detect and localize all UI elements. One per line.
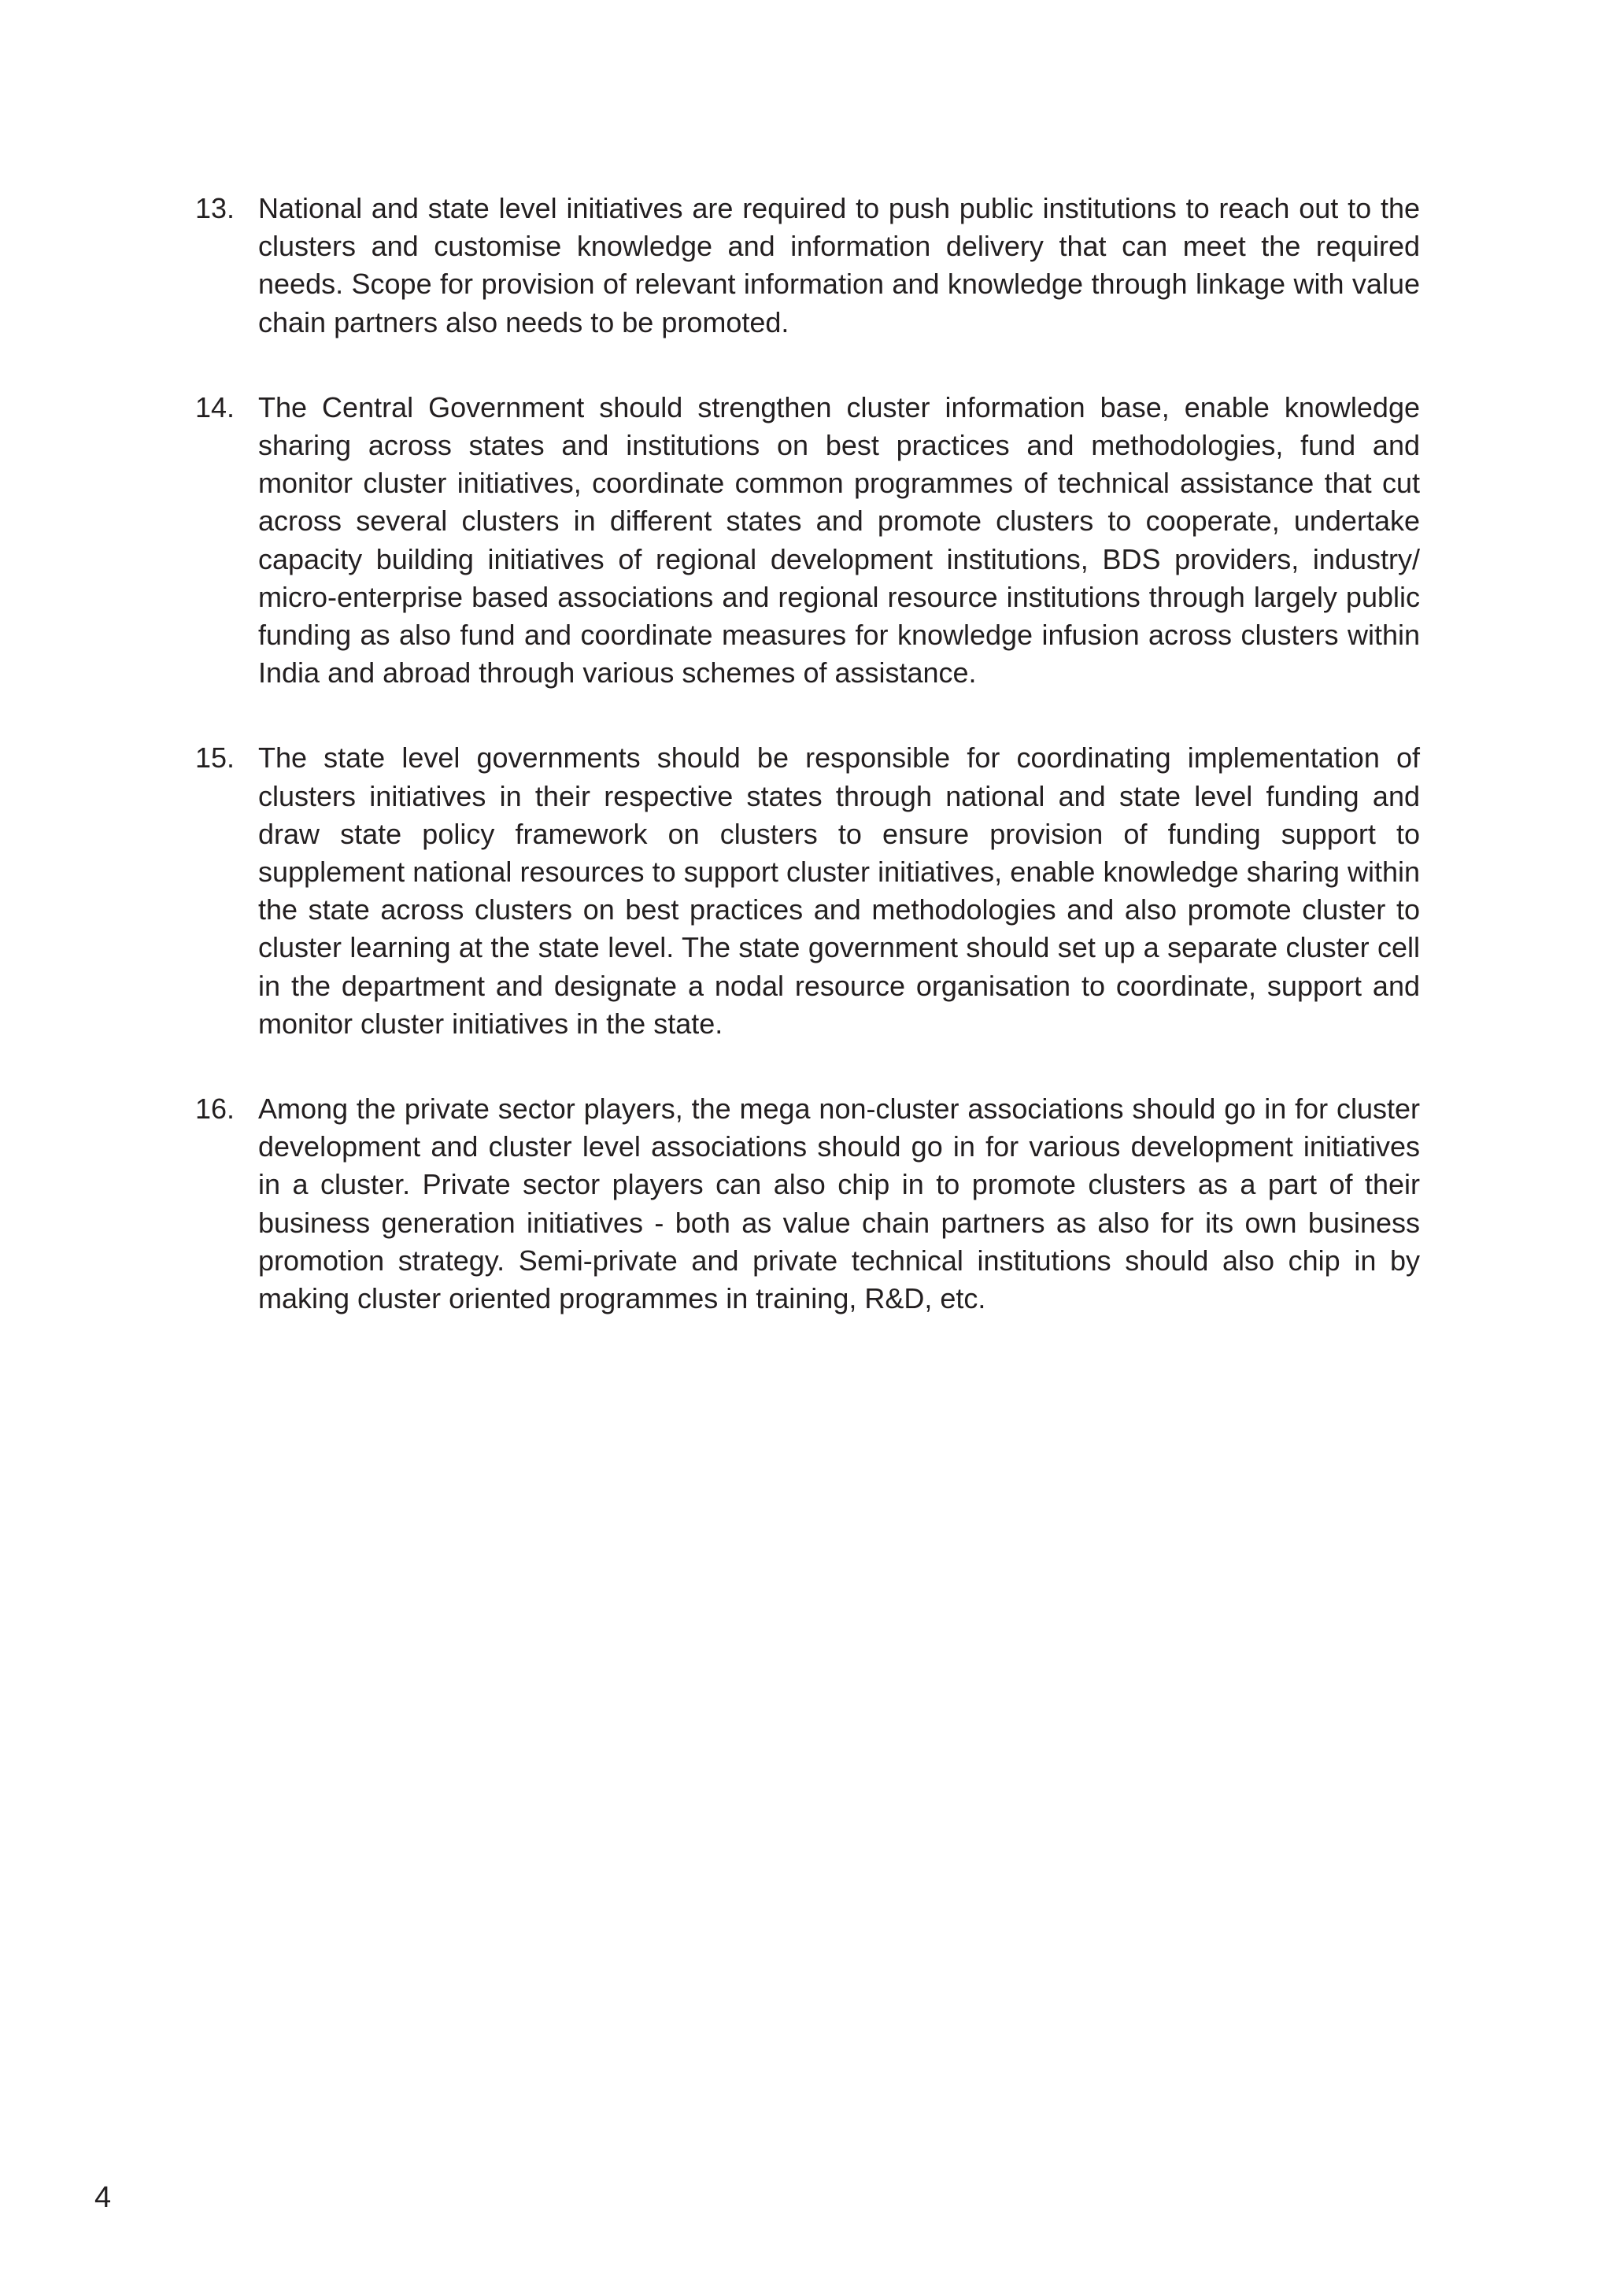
item-paragraph: The state level governments should be responsible for coordinating implementation of clusters initiatives in their respective states through national and state level funding and draw state policy framework on clusters to ensure provision of funding support to supplement national resources to support cluster initiatives, enable knowledge sharing within the state across clusters on best practices and methodologies and also promote cluster to cluster learning at the state level. The state government should set up a separate cluster cell in the department and designate a nodal resource organisation to coordinate, support and monitor cluster initiatives in the state. [258, 741, 1420, 1040]
numbered-list [195, 190, 1420, 1365]
page-number: 4 [94, 2181, 112, 2214]
item-paragraph: Among the private sector players, the mega non-cluster associations should go in for cluster development and cluster level associations should go in for various development initiatives in a cluster. Private sector players can also chip in to promote clusters as a part of their business generation initiatives - both as value chain partners as also for its own business promotion strategy. Semi-private and private technical institutions should also chip in by making cluster oriented programmes in training, R&D, etc. [258, 1093, 1420, 1315]
item-number: 13. [195, 192, 235, 224]
list-item-14 [195, 389, 1420, 693]
list-item-16 [195, 1090, 1420, 1318]
item-number: 16. [195, 1093, 235, 1126]
list-item-13 [195, 190, 1420, 342]
item-paragraph: The Central Government should strengthen cluster information base, enable knowledge sharing across states and institutions on best practices and methodologies, fund and monitor cluster initiatives, coordinate common programmes of technical assistance that cut across several clusters in different states and promote clusters to cooperate, undertake capacity building initiatives of regional development institutions, BDS providers, industry/ micro-enterprise based associations and regional resource institutions through largely public funding as also fund and coordinate measures for knowledge infusion across clusters within India and abroad through various schemes of assistance. [258, 390, 1420, 690]
item-number: 15. [195, 741, 235, 775]
item-paragraph: National and state level initiatives are required to push public institutions to reach out to the clusters and customise knowledge and information delivery that can meet the required needs. Scope for provision of relevant information and knowledge through linkage with value chain partners also needs to be promoted. [258, 192, 1420, 338]
list-item-15 [195, 739, 1420, 1043]
item-number: 14. [195, 390, 235, 423]
